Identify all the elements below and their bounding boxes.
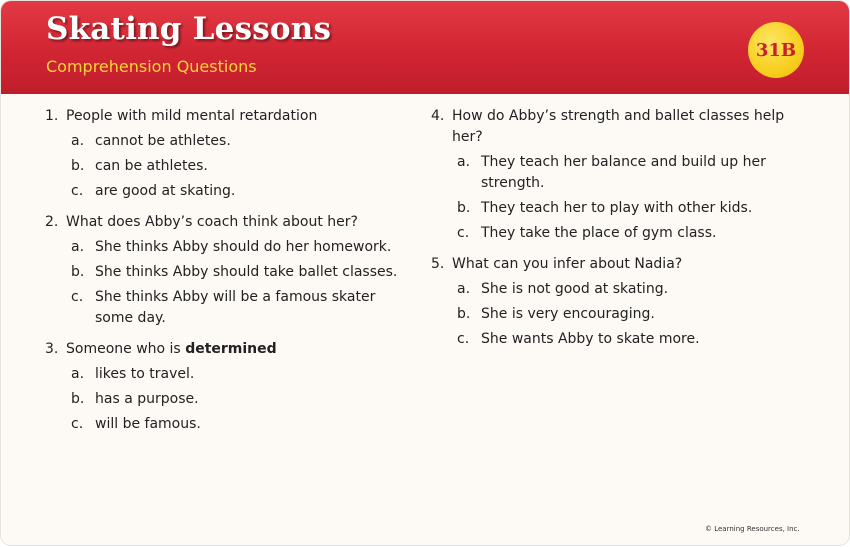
copyright-notice: © Learning Resources, Inc. bbox=[705, 525, 800, 533]
right-column bbox=[431, 106, 791, 360]
answer-option bbox=[71, 131, 415, 152]
option-text: cannot be athletes. bbox=[95, 133, 231, 149]
option-text: They teach her balance and build up her strength. bbox=[481, 154, 766, 191]
option-letter: a. bbox=[71, 133, 85, 149]
question-number: 4. bbox=[431, 108, 445, 124]
question-number: 3. bbox=[45, 341, 59, 357]
card-subtitle: Comprehension Questions bbox=[46, 57, 257, 76]
vocabulary-word: determined bbox=[185, 341, 277, 357]
answer-option bbox=[71, 287, 415, 329]
option-text: They teach her to play with other kids. bbox=[481, 200, 753, 216]
option-letter: b. bbox=[71, 391, 85, 407]
answer-options bbox=[452, 279, 791, 350]
answer-option bbox=[457, 223, 791, 244]
answer-option bbox=[457, 304, 791, 325]
question-number: 5. bbox=[431, 256, 445, 272]
question-stem: What does Abby’s coach think about her? bbox=[66, 214, 358, 230]
option-letter: a. bbox=[457, 154, 471, 170]
option-letter: a. bbox=[71, 366, 85, 382]
question-stem: People with mild mental retardation bbox=[66, 108, 318, 124]
option-letter: b. bbox=[71, 158, 85, 174]
option-letter: a. bbox=[71, 239, 85, 255]
question-3 bbox=[45, 339, 415, 435]
question-stem: What can you infer about Nadia? bbox=[452, 256, 683, 272]
answer-option bbox=[457, 152, 791, 194]
option-letter: a. bbox=[457, 281, 471, 297]
answer-option bbox=[71, 414, 415, 435]
question-number: 1. bbox=[45, 108, 59, 124]
question-card bbox=[1, 1, 849, 545]
option-text: She is very encouraging. bbox=[481, 306, 655, 322]
answer-option bbox=[457, 279, 791, 300]
answer-option bbox=[71, 262, 415, 283]
option-letter: c. bbox=[457, 331, 470, 347]
question-4 bbox=[431, 106, 791, 244]
option-text: She is not good at skating. bbox=[481, 281, 669, 297]
option-text: likes to travel. bbox=[95, 366, 195, 382]
option-letter: c. bbox=[71, 416, 84, 432]
question-5 bbox=[431, 254, 791, 350]
answer-options bbox=[66, 131, 415, 202]
answer-option bbox=[71, 389, 415, 410]
option-text: She thinks Abby should do her homework. bbox=[95, 239, 392, 255]
option-letter: b. bbox=[71, 264, 85, 280]
question-number: 2. bbox=[45, 214, 59, 230]
answer-options bbox=[66, 364, 415, 435]
answer-option bbox=[457, 329, 791, 350]
card-title: Skating Lessons bbox=[46, 11, 332, 47]
option-letter: b. bbox=[457, 200, 471, 216]
option-text: She wants Abby to skate more. bbox=[481, 331, 700, 347]
option-text: has a purpose. bbox=[95, 391, 199, 407]
option-letter: b. bbox=[457, 306, 471, 322]
card-number-badge: 31B bbox=[748, 22, 804, 78]
option-letter: c. bbox=[71, 289, 84, 305]
stem-prefix: Someone who is bbox=[66, 341, 186, 357]
question-stem bbox=[66, 339, 415, 360]
option-text: They take the place of gym class. bbox=[481, 225, 717, 241]
answer-options bbox=[66, 237, 415, 329]
option-text: will be famous. bbox=[95, 416, 201, 432]
option-text: She thinks Abby should take ballet classes. bbox=[95, 264, 398, 280]
answer-option bbox=[71, 156, 415, 177]
answer-option bbox=[71, 237, 415, 258]
answer-option bbox=[71, 181, 415, 202]
answer-option bbox=[457, 198, 791, 219]
option-letter: c. bbox=[71, 183, 84, 199]
option-letter: c. bbox=[457, 225, 470, 241]
option-text: She thinks Abby will be a famous skater some day. bbox=[95, 289, 376, 326]
question-stem: How do Abby’s strength and ballet classes help her? bbox=[452, 108, 785, 145]
card-header bbox=[1, 1, 849, 94]
left-column bbox=[45, 106, 415, 445]
question-1 bbox=[45, 106, 415, 202]
answer-option bbox=[71, 364, 415, 385]
answer-options bbox=[452, 152, 791, 244]
option-text: can be athletes. bbox=[95, 158, 208, 174]
option-text: are good at skating. bbox=[95, 183, 236, 199]
question-2 bbox=[45, 212, 415, 329]
